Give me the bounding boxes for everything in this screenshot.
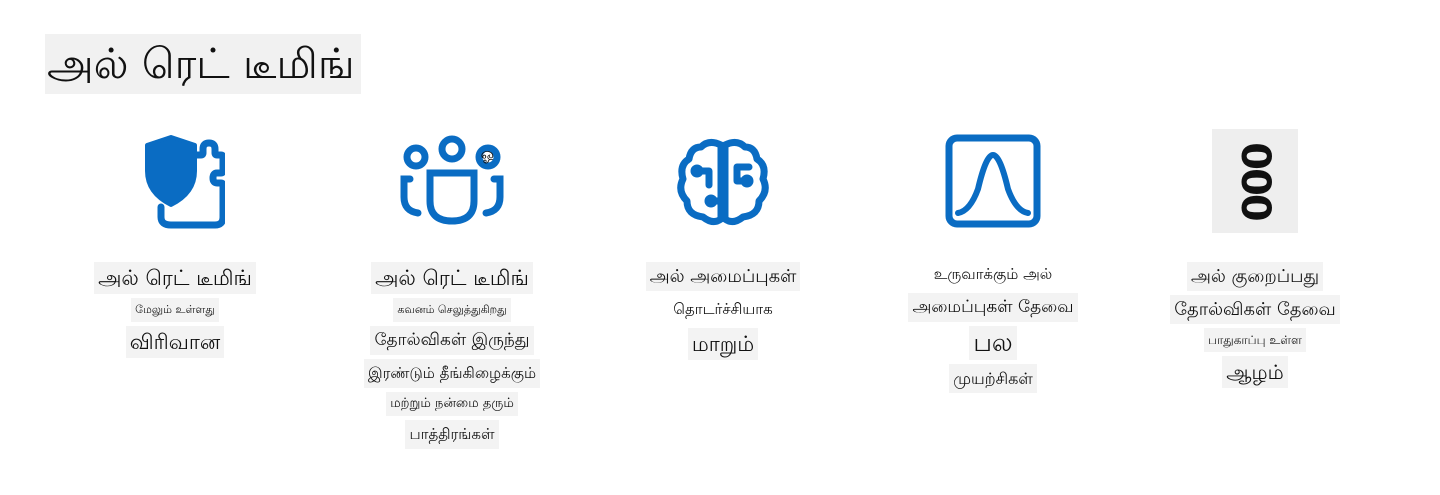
column-line: கவனம் செலுத்துகிறது bbox=[393, 298, 510, 322]
column-line: அல் அமைப்புகள் bbox=[646, 262, 801, 291]
column-line: தோல்விகள் இருந்து bbox=[370, 326, 533, 355]
people-team-icon bbox=[392, 130, 512, 232]
page-title: அல் ரெட் டீமிங் bbox=[45, 34, 361, 94]
column-line: இரண்டும் தீங்கிழைக்கும் bbox=[364, 359, 540, 388]
column-line: தோல்விகள் தேவை bbox=[1170, 295, 1340, 324]
column-broad-scope bbox=[45, 130, 305, 362]
column-line: மாறும் bbox=[688, 328, 758, 360]
icon-label: ஓ bbox=[480, 144, 494, 163]
column-changing-systems bbox=[593, 130, 853, 364]
column-line: பாத்திரங்கள் bbox=[405, 420, 498, 449]
column-line: தொடர்ச்சியாக bbox=[673, 300, 773, 318]
column-line: அல் ரெட் டீமிங் bbox=[371, 262, 533, 294]
column-multiple-efforts bbox=[863, 130, 1123, 397]
column-line: உருவாக்கும் அல் bbox=[933, 265, 1053, 283]
column-roles bbox=[322, 130, 582, 453]
icon-label: 000 bbox=[1232, 142, 1278, 220]
column-line: அல் குறைப்பது bbox=[1187, 262, 1323, 291]
column-line: ஆழம் bbox=[1222, 356, 1287, 388]
shield-puzzle-icon bbox=[115, 130, 235, 232]
column-line: பல bbox=[969, 326, 1016, 360]
column-line: அமைப்புகள் தேவை bbox=[908, 293, 1077, 322]
column-line: மேலும் உள்ளது bbox=[131, 298, 219, 322]
column-line: முயற்சிகள் bbox=[949, 364, 1037, 393]
bell-curve-chart-icon bbox=[933, 130, 1053, 232]
column-line: விரிவான bbox=[126, 326, 224, 358]
column-defense-in-depth bbox=[1125, 130, 1385, 392]
brain-circuit-icon bbox=[663, 130, 783, 232]
column-line: மற்றும் நன்மை தரும் bbox=[386, 392, 518, 416]
column-line: பாதுகாப்பு உள்ள bbox=[1204, 328, 1306, 352]
column-line: அல் ரெட் டீமிங் bbox=[94, 262, 256, 294]
three-dots-icon bbox=[1195, 130, 1315, 232]
